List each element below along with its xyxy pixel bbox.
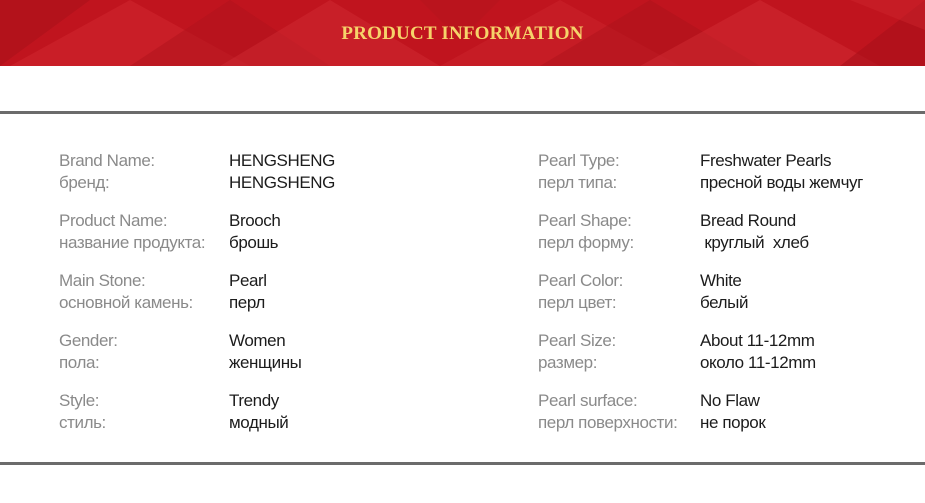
spec-label xyxy=(59,150,155,194)
value-ru: белый xyxy=(700,293,749,312)
value-ru: не порок xyxy=(700,413,766,432)
spec-row-pearl-color xyxy=(538,270,918,314)
label-ru: перл типа: xyxy=(538,173,617,192)
spec-row-pearl-size xyxy=(538,330,918,374)
value-ru: HENGSHENG xyxy=(229,173,335,192)
label-ru: размер: xyxy=(538,353,598,372)
value-en: Freshwater Pearls xyxy=(700,151,832,170)
label-ru: основной камень: xyxy=(59,293,193,312)
label-en: Main Stone: xyxy=(59,271,146,290)
value-en: About 11-12mm xyxy=(700,331,815,350)
value-en: Brooch xyxy=(229,211,281,230)
value-ru: пресной воды жемчуг xyxy=(700,173,863,192)
spec-row-product-name xyxy=(59,210,479,254)
banner-title: PRODUCT INFORMATION xyxy=(341,23,584,44)
label-en: Brand Name: xyxy=(59,151,155,170)
divider-top xyxy=(0,111,925,114)
value-ru: модный xyxy=(229,413,289,432)
label-en: Pearl Shape: xyxy=(538,211,632,230)
value-ru: круглый хлеб xyxy=(700,233,809,252)
spec-row-pearl-type xyxy=(538,150,918,194)
value-en: White xyxy=(700,271,742,290)
label-en: Pearl Color: xyxy=(538,271,623,290)
value-ru: женщины xyxy=(229,353,302,372)
value-en: Bread Round xyxy=(700,211,796,230)
spec-label xyxy=(538,270,623,314)
spec-row-pearl-shape xyxy=(538,210,918,254)
spec-row-style xyxy=(59,390,479,434)
value-en: HENGSHENG xyxy=(229,151,335,170)
spec-row-main-stone xyxy=(59,270,479,314)
spec-row-pearl-surface xyxy=(538,390,918,434)
spec-value xyxy=(229,150,335,194)
spec-label xyxy=(538,390,677,434)
spec-value xyxy=(229,330,302,374)
spec-value xyxy=(700,330,816,374)
spec-label xyxy=(59,270,193,314)
spec-row-gender xyxy=(59,330,479,374)
label-ru: стиль: xyxy=(59,413,106,432)
spec-row-brand-name xyxy=(59,150,479,194)
value-en: Pearl xyxy=(229,271,267,290)
label-ru: перл цвет: xyxy=(538,293,617,312)
label-ru: название продукта: xyxy=(59,233,206,252)
label-ru: бренд: xyxy=(59,173,110,192)
label-ru: перл форму: xyxy=(538,233,634,252)
value-en: No Flaw xyxy=(700,391,760,410)
value-en: Trendy xyxy=(229,391,279,410)
spec-value xyxy=(700,150,863,194)
spec-value xyxy=(229,270,267,314)
label-ru: пола: xyxy=(59,353,100,372)
spec-label xyxy=(59,390,106,434)
spec-value xyxy=(229,390,288,434)
label-en: Gender: xyxy=(59,331,118,350)
spec-label xyxy=(59,330,118,374)
divider-bottom xyxy=(0,462,925,465)
value-ru: около 11-12mm xyxy=(700,353,816,372)
spec-value xyxy=(700,390,765,434)
label-ru: перл поверхности: xyxy=(538,413,678,432)
label-en: Pearl Size: xyxy=(538,331,616,350)
spec-value xyxy=(229,210,280,254)
spec-label xyxy=(538,210,634,254)
value-en: Women xyxy=(229,331,286,350)
spec-label xyxy=(538,330,616,374)
value-ru: перл xyxy=(229,293,265,312)
label-en: Pearl surface: xyxy=(538,391,638,410)
label-en: Product Name: xyxy=(59,211,168,230)
header-banner xyxy=(0,0,925,66)
spec-label xyxy=(538,150,619,194)
spec-label xyxy=(59,210,205,254)
label-en: Style: xyxy=(59,391,100,410)
spec-value xyxy=(700,270,748,314)
spec-value xyxy=(700,210,809,254)
label-en: Pearl Type: xyxy=(538,151,620,170)
value-ru: брошь xyxy=(229,233,279,252)
